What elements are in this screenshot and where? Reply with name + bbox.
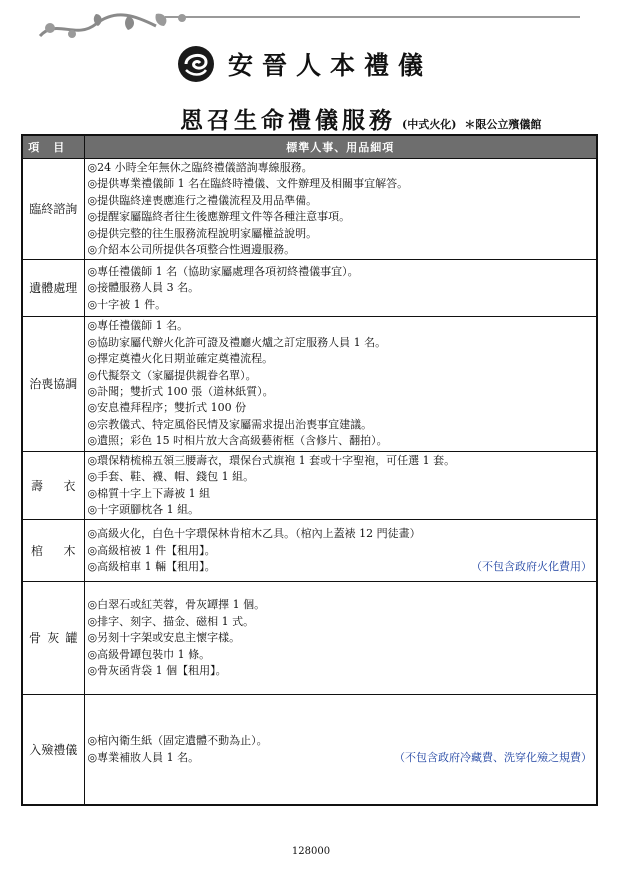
row-detail (84, 260, 597, 317)
row-item-char: 骨 (29, 631, 42, 646)
row-item-char: 衣 (63, 478, 76, 493)
title-subtitle: (中式火化) (402, 118, 457, 131)
detail-line: ◎十字被 1 件。 (87, 297, 167, 311)
header-rule (165, 16, 580, 18)
detail-line: ◎高級棺被 1 件【租用】。 (87, 543, 216, 557)
detail-line: ◎協助家屬代辦火化許可證及禮廳火爐之訂定服務人員 1 名。 (87, 335, 387, 349)
floral-ornament (36, 6, 206, 44)
detail-line: ◎骨灰函背袋 1 個【租用】。 (87, 663, 227, 677)
detail-line-with-note (88, 559, 593, 575)
detail-line: ◎專任禮儀師 1 名。 (87, 319, 189, 333)
detail-line: ◎安息禮拜程序；雙折式 100 份 (87, 401, 247, 415)
exclusion-note: （不包含政府火化費用） (471, 560, 592, 574)
row-detail (84, 317, 597, 451)
detail-line: ◎提供臨終達喪應進行之禮儀流程及用品準備。 (87, 193, 318, 207)
row-item-char: 壽 (31, 478, 44, 493)
table-row (22, 695, 597, 805)
column-header-item: 項目 (22, 135, 84, 159)
company-logo-icon (176, 44, 216, 84)
brand-name: 安晉人本禮儀 (228, 51, 433, 80)
table-header-row (22, 135, 597, 159)
detail-line: ◎提醒家屬臨終者往生後應辦理文件等各種注意事項。 (87, 210, 351, 224)
detail-line: ◎排字、刻字、描金、磁相 1 式。 (87, 614, 255, 628)
spread-label (23, 543, 84, 559)
table-row (22, 520, 597, 582)
table-row (22, 260, 597, 317)
detail-line: ◎提供完整的往生服務流程說明家屬權益說明。 (87, 226, 318, 240)
detail-line: ◎擇定奠禮火化日期並確定奠禮流程。 (87, 352, 274, 366)
detail-line: ◎宗教儀式、特定風俗民情及家屬需求提出治喪事宜建議。 (87, 417, 373, 431)
detail-line: ◎手套、鞋、襪、帽、錢包 1 組。 (87, 470, 255, 484)
detail-line: ◎環保精梳棉五領三腰壽衣，環保台式旗袍 1 套或十字聖袍，可任選 1 套。 (87, 453, 456, 467)
row-item-char: 灰 (47, 631, 60, 646)
table-row (22, 317, 597, 451)
row-item-label (22, 582, 84, 695)
column-header-detail: 標準人事、用品細項 (84, 135, 597, 159)
row-item-label: 治喪協調 (22, 317, 84, 451)
row-item-char: 棺 (31, 543, 44, 558)
detail-line: ◎24 小時全年無休之臨終禮儀諮詢專線服務。 (87, 161, 313, 174)
table-row (22, 451, 597, 520)
row-item-label (22, 451, 84, 520)
service-table (21, 134, 598, 806)
row-detail (84, 159, 597, 260)
detail-line: ◎另刻十字架或安息主懷字樣。 (87, 631, 241, 645)
spread-label (23, 630, 84, 646)
page-title (180, 102, 541, 135)
detail-line: ◎高級火化，白色十字環保林肯棺木乙具。（棺內上蓋裱 12 門徒畫） (87, 527, 421, 541)
row-detail (84, 520, 597, 582)
detail-line-with-note (88, 750, 593, 766)
row-detail (84, 695, 597, 805)
row-item-label (22, 520, 84, 582)
exclusion-note: （不包含政府冷藏費、洗穿化殮之規費） (394, 750, 592, 764)
detail-line: ◎代擬祭文（家屬提供親眷名單）。 (87, 368, 257, 382)
row-item-label: 遺體處理 (22, 260, 84, 317)
detail-line: ◎高級棺車 1 輛【租用】。 (87, 560, 216, 574)
detail-line: ◎十字頭腳枕各 1 組。 (87, 502, 200, 516)
row-detail (84, 582, 597, 695)
detail-line: ◎高級骨罈包裝巾 1 條。 (87, 647, 211, 661)
detail-line: ◎訃聞；雙折式 100 張（道林紙質）。 (87, 385, 274, 399)
title-main: 恩召生命禮儀服務 (180, 107, 396, 134)
price-footer: 128000 (291, 846, 331, 857)
title-note: ＊限公立殯儀館 (464, 118, 542, 131)
table-row (22, 582, 597, 695)
detail-line: ◎接體服務人員 3 名。 (87, 281, 200, 295)
row-item-char: 木 (63, 543, 76, 558)
detail-line: ◎白翠石或紅芙蓉，骨灰罈擇 1 個。 (87, 598, 266, 612)
row-detail (84, 451, 597, 520)
detail-line: ◎專業補妝人員 1 名。 (87, 750, 200, 764)
row-item-char: 罐 (65, 631, 78, 646)
brand (176, 44, 432, 84)
detail-line: ◎棉質十字上下壽被 1 組 (87, 486, 211, 500)
row-item-label: 臨終諮詢 (22, 159, 84, 260)
detail-line: ◎遺照；彩色 15 吋相片放大含高級藝術框（含修片、翻拍）。 (87, 434, 388, 448)
table-row (22, 159, 597, 260)
row-item-label: 入殮禮儀 (22, 695, 84, 805)
detail-line: ◎專任禮儀師 1 名（協助家屬處理各項初終禮儀事宜）。 (87, 264, 359, 278)
detail-line: ◎棺內衛生紙（固定遺體不動為止）。 (87, 734, 268, 748)
detail-line: ◎提供專業禮儀師 1 名在臨終時禮儀、文件辦理及相關事宜解答。 (87, 177, 409, 191)
detail-line: ◎介紹本公司所提供各項整合性週邊服務。 (87, 243, 296, 257)
spread-label (23, 478, 84, 494)
